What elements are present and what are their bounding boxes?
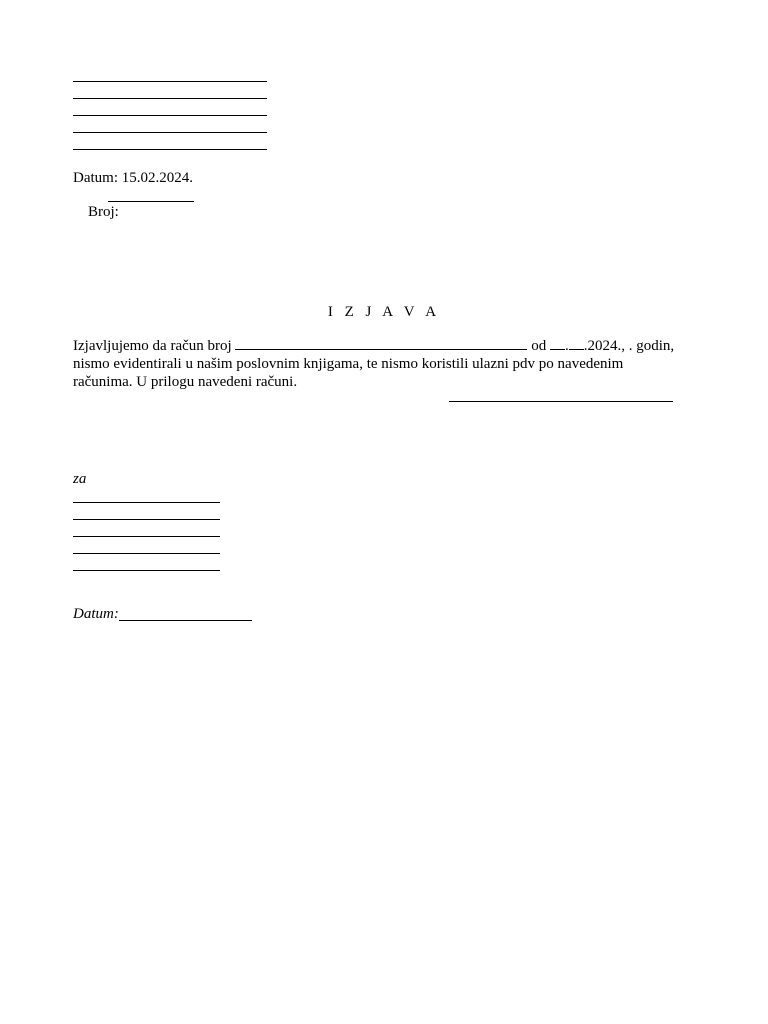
statement-line-2: nismo evidentirali u našim poslovnim knjigama, te nismo koristili ulazni pdv po navedenim [73, 356, 624, 372]
recipient-line-3 [73, 536, 220, 537]
header-date: Datum: 15.02.2024. [73, 170, 193, 186]
statement-text-1: Izjavljujemo da račun broj [73, 338, 232, 354]
header-number-label: Broj: [88, 204, 119, 220]
statement-text-4: .2024., . godin, [583, 338, 675, 354]
recipient-line-2 [73, 519, 220, 520]
day-blank [550, 337, 565, 350]
footer-date-blank [119, 620, 252, 621]
sender-line-1 [73, 81, 267, 82]
statement-paragraph [73, 337, 693, 391]
sender-line-4 [73, 132, 267, 133]
signature-line [449, 401, 673, 402]
statement-text-3: . [564, 338, 569, 354]
sender-line-5 [73, 149, 267, 150]
statement-line-3: računima. U prilogu navedeni računi. [73, 374, 298, 390]
document-title: I Z J A V A [327, 304, 441, 320]
header-number-blank [108, 201, 194, 202]
invoice-number-blank [235, 337, 527, 350]
sender-line-3 [73, 115, 267, 116]
footer-za: za [73, 471, 87, 487]
recipient-line-5 [73, 570, 220, 571]
header-number [73, 187, 119, 238]
sender-line-2 [73, 98, 267, 99]
statement-line-1 [73, 337, 693, 355]
month-blank [569, 337, 584, 350]
footer-date: Datum: [73, 606, 119, 622]
recipient-line-4 [73, 553, 220, 554]
statement-text-2: od [531, 338, 547, 354]
recipient-line-1 [73, 502, 220, 503]
